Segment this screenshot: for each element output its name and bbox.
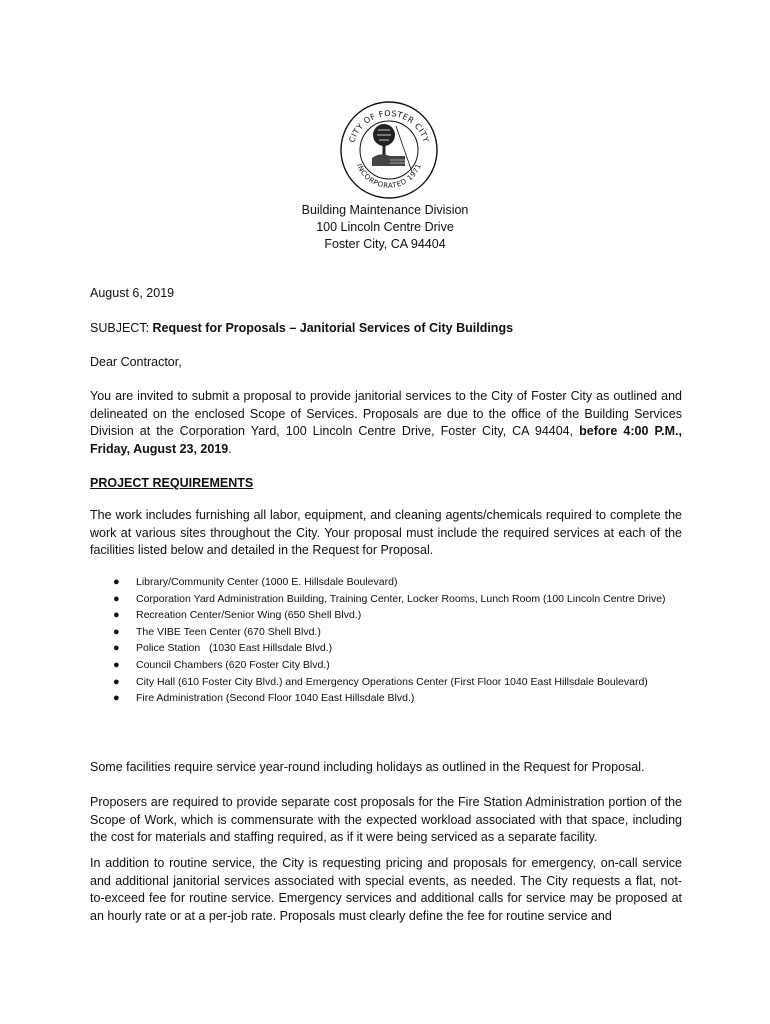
- intro-paragraph: [90, 388, 682, 458]
- address-line-city: Foster City, CA 94404: [324, 237, 446, 251]
- bullet-icon: ●: [113, 625, 120, 638]
- facility-item: ● Fire Administration (Second Floor 1040 East Hillsdale Blvd.): [113, 690, 673, 707]
- fire-station-paragraph: Proposers are required to provide separate cost proposals for the Fire Station Administration portion of the Scope of Work, which is commensurate with the expected workload associated with that space, including the cost for materials and staffing required, as if it were being serviced as a separate facility.: [90, 795, 682, 844]
- project-requirements-heading: PROJECT REQUIREMENTS: [90, 476, 254, 490]
- seal-bottom-text: INCORPORATED 1971: [354, 162, 424, 190]
- bullet-icon: ●: [113, 658, 120, 671]
- address-line-division: Building Maintenance Division: [301, 203, 469, 217]
- facility-item: ● Council Chambers (620 Foster City Blvd.): [113, 657, 673, 674]
- bullet-icon: ●: [113, 592, 120, 605]
- requirements-paragraph: The work includes furnishing all labor, equipment, and cleaning agents/chemicals required to complete the work at various sites throughout the City. Your proposal must include the required services at each of the facilities listed below and detailed in the Request for Proposal.: [90, 508, 682, 557]
- city-seal-logo: [330, 100, 448, 200]
- letter-date: August 6, 2019: [90, 286, 175, 300]
- address-line-street: 100 Lincoln Centre Drive: [316, 220, 454, 234]
- bullet-icon: ●: [113, 609, 120, 622]
- subject-text: Request for Proposals – Janitorial Services of City Buildings: [152, 321, 514, 335]
- subject-line: [90, 320, 682, 338]
- intro-text: You are invited to submit a proposal to provide janitorial services to the City of Foster City as outlined and delineated on the enclosed Scope of Services. Proposals are due to the office of the Building Services Division at the Corporation Yard, 100 Lincoln Centre Drive, Foster City, CA 94404,: [90, 389, 682, 438]
- facility-item: ● Library/Community Center (1000 E. Hillsdale Boulevard): [113, 574, 673, 591]
- facility-item: ● Corporation Yard Administration Building, Training Center, Locker Rooms, Lunch Room (100 Lincoln Centre Drive): [113, 591, 673, 608]
- facility-item: ● Police Station (1030 East Hillsdale Blvd.): [113, 640, 673, 657]
- proposal-deadline: before 4:00 P.M., Friday, August 23, 2019: [90, 424, 682, 456]
- salutation: Dear Contractor,: [90, 355, 182, 369]
- bullet-icon: ●: [113, 675, 120, 688]
- routine-service-paragraph: In addition to routine service, the City is requesting pricing and proposals for emergency, on-call service and additional janitorial services associated with special events, as needed. The City requests a flat, not-to-exceed fee for routine service. Emergency services and additional calls for service may be proposed at an hourly rate or at a per-job rate. Proposals must clearly define the fee for routine service and: [90, 856, 682, 923]
- year-round-paragraph: Some facilities require service year-round including holidays as outlined in the Request for Proposal.: [90, 760, 645, 774]
- bullet-icon: ●: [113, 576, 120, 588]
- bullet-icon: ●: [113, 642, 120, 655]
- department-address: [0, 202, 770, 253]
- intro-end: .: [228, 441, 232, 456]
- facility-item: ● City Hall (610 Foster City Blvd.) and Emergency Operations Center (First Floor 1040 East Hillsdale Boulevard): [113, 674, 673, 691]
- subject-label: SUBJECT:: [90, 321, 153, 335]
- facility-item: ● Recreation Center/Senior Wing (650 Shell Blvd.): [113, 607, 673, 624]
- tree-icon: [373, 124, 395, 156]
- facility-item: ● The VIBE Teen Center (670 Shell Blvd.): [113, 624, 673, 641]
- bullet-icon: ●: [113, 692, 120, 705]
- seal-top-text: CITY OF FOSTER CITY: [347, 108, 431, 144]
- facilities-list: [113, 574, 673, 707]
